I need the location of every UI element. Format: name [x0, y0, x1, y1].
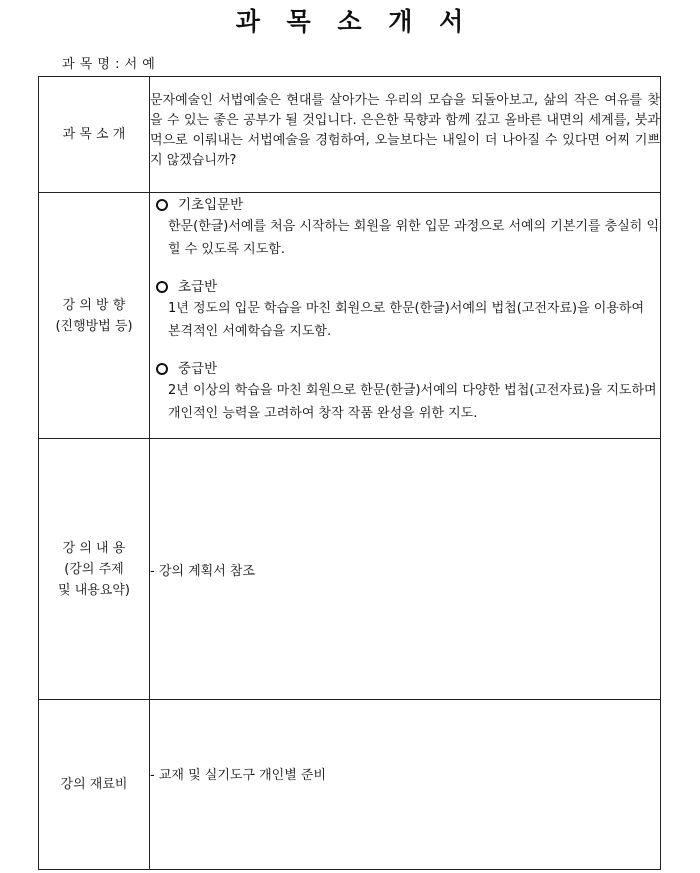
material-fee-text: - 교재 및 실기도구 개인별 준비: [150, 768, 327, 783]
level-basic: [150, 195, 660, 261]
label-lecture-direction: [39, 193, 150, 439]
cell-material-fee: [150, 700, 661, 870]
circle-bullet-icon: [156, 363, 168, 375]
label-content-line1: 강 의 내 용: [62, 540, 126, 556]
label-direction-line2: (진행방법 등): [55, 318, 133, 334]
subject-name: 과 목 명 : 서 예: [62, 57, 156, 72]
row-lecture-content: [39, 439, 661, 700]
document-title: 과 목 소 개 서: [235, 7, 465, 36]
label-course-intro-text: 과 목 소 개: [62, 127, 126, 142]
level-beginner: [150, 277, 660, 343]
label-course-intro: [39, 77, 150, 193]
row-material-fee: [39, 700, 661, 870]
label-material-fee: [39, 700, 150, 870]
level-beginner-desc: 1년 정도의 입문 학습을 마친 회원으로 한문(한글)서예의 법첩(고전자료)을 이용하여 본격적인 서예학습을 지도함.: [168, 301, 645, 339]
circle-bullet-icon: [156, 199, 168, 211]
course-intro-text: 문자예술인 서법예술은 현대를 살아가는 우리의 모습을 되돌아보고, 삶의 작은 여유를 찾을 수 있는 좋은 공부가 될 것입니다. 은은한 묵향과 함께 깊고 올바른 내면의 세계를, 붓과 먹으로 이뤄내는 서법예술을 경험하여, 오늘보다는 내일이 더 나아질 수 있다면 어찌 기쁘지 않겠습니까?: [150, 93, 660, 168]
row-course-intro: [39, 77, 661, 193]
level-intermediate-name: 중급반: [178, 361, 218, 377]
row-lecture-direction: [39, 193, 661, 439]
label-content-line3: 및 내용요약): [58, 582, 130, 598]
circle-bullet-icon: [156, 281, 168, 293]
label-material-fee-text: 강의 재료비: [60, 777, 128, 792]
level-intermediate-desc: 2년 이상의 학습을 마친 회원으로 한문(한글)서예의 다양한 법첩(고전자료)을 지도하며 개인적인 능력을 고려하여 창작 작품 완성을 위한 지도.: [168, 383, 657, 421]
level-basic-name: 기초입문반: [178, 197, 244, 213]
cell-lecture-direction: [150, 193, 661, 439]
lecture-content-text: - 강의 계획서 참조: [150, 563, 255, 579]
label-lecture-content: [39, 439, 150, 700]
level-basic-desc: 한문(한글)서예를 처음 시작하는 회원을 위한 입문 과정으로 서예의 기본기를 충실히 익힐 수 있도록 지도함.: [168, 219, 659, 257]
level-intermediate: [150, 359, 660, 425]
label-direction-line1: 강 의 방 향: [62, 297, 126, 313]
label-content-line2: (강의 주제: [64, 561, 124, 577]
cell-lecture-content: [150, 439, 661, 700]
course-intro-table: [38, 76, 661, 870]
level-beginner-name: 초급반: [178, 279, 218, 295]
cell-course-intro: [150, 77, 661, 193]
